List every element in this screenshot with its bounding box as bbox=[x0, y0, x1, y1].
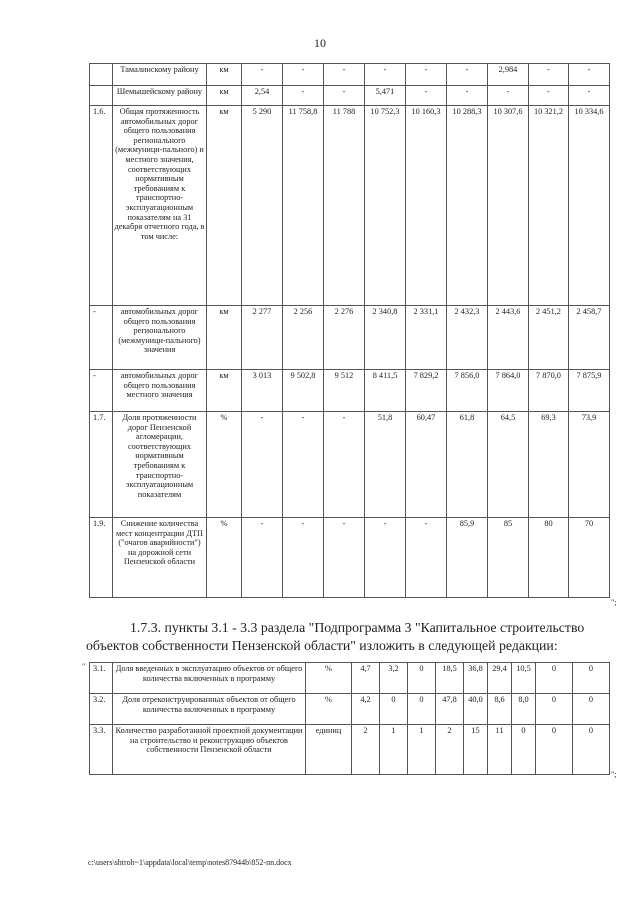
table-row bbox=[90, 370, 610, 412]
value-cell: 2 340,8 bbox=[365, 306, 406, 370]
indicator-name-cell: Доля протяженности дорог Пензенской агломерации, соответствующих нормативным требованиям к транспортно-эксплуатационным показателям bbox=[113, 412, 207, 518]
row-number-cell: 1.7. bbox=[90, 412, 113, 518]
value-cell: 11 788 bbox=[324, 106, 365, 306]
value-cell: 9 502,8 bbox=[283, 370, 324, 412]
value-cell: - bbox=[447, 64, 488, 86]
value-cell: 5 290 bbox=[242, 106, 283, 306]
value-cell: 2 276 bbox=[324, 306, 365, 370]
heading-line-2: объектов собственности Пензенской области" изложить в следующей редакции: bbox=[86, 638, 558, 653]
row-number-cell: - bbox=[90, 370, 113, 412]
value-cell: 2 256 bbox=[283, 306, 324, 370]
value-cell: - bbox=[242, 412, 283, 518]
value-cell: 2 277 bbox=[242, 306, 283, 370]
value-cell: 60,47 bbox=[406, 412, 447, 518]
row-number-cell: 3.3. bbox=[90, 725, 113, 775]
value-cell: - bbox=[242, 518, 283, 598]
value-cell: - bbox=[488, 86, 529, 106]
value-cell: - bbox=[324, 518, 365, 598]
value-cell: 0 bbox=[380, 694, 408, 725]
value-cell: - bbox=[406, 64, 447, 86]
value-cell: 7 829,2 bbox=[406, 370, 447, 412]
value-cell: 64,5 bbox=[488, 412, 529, 518]
value-cell: 7 875,9 bbox=[569, 370, 610, 412]
value-cell: 3 013 bbox=[242, 370, 283, 412]
row-number-cell: 3.1. bbox=[90, 663, 113, 694]
unit-cell: % bbox=[306, 663, 352, 694]
value-cell: 8,6 bbox=[488, 694, 512, 725]
value-cell: 15 bbox=[464, 725, 488, 775]
value-cell: 10 334,6 bbox=[569, 106, 610, 306]
value-cell: 61,8 bbox=[447, 412, 488, 518]
value-cell: 10,5 bbox=[512, 663, 536, 694]
indicators-table-1 bbox=[89, 63, 610, 598]
value-cell: 51,8 bbox=[365, 412, 406, 518]
value-cell: 1 bbox=[408, 725, 436, 775]
unit-cell: км bbox=[207, 86, 242, 106]
heading-line-1: 1.7.3. пункты 3.1 - 3.3 раздела "Подпрограмма 3 "Капитальное строительство bbox=[130, 620, 585, 635]
value-cell: 10 752,3 bbox=[365, 106, 406, 306]
unit-cell: единиц bbox=[306, 725, 352, 775]
value-cell: 0 bbox=[536, 694, 573, 725]
file-path-footer: c:\users\shtroh~1\appdata\local\temp\notes87944b\852-nn.docx bbox=[88, 858, 292, 867]
unit-cell: км bbox=[207, 370, 242, 412]
value-cell: 2,984 bbox=[488, 64, 529, 86]
value-cell: 4,2 bbox=[352, 694, 380, 725]
value-cell: 2 458,7 bbox=[569, 306, 610, 370]
unit-cell: % bbox=[207, 518, 242, 598]
indicator-name-cell: Доля введенных в эксплуатацию объектов от общего количества включенных в программу bbox=[113, 663, 306, 694]
value-cell: - bbox=[324, 412, 365, 518]
table-row bbox=[90, 663, 610, 694]
value-cell: 10 288,3 bbox=[447, 106, 488, 306]
page-number: 10 bbox=[314, 36, 326, 50]
value-cell: 0 bbox=[536, 663, 573, 694]
row-number-cell: 1.6. bbox=[90, 106, 113, 306]
value-cell: - bbox=[324, 64, 365, 86]
value-cell: - bbox=[283, 86, 324, 106]
value-cell: 0 bbox=[408, 694, 436, 725]
closing-quote-1: "; bbox=[611, 598, 617, 607]
value-cell: 8,0 bbox=[512, 694, 536, 725]
unit-cell: км bbox=[207, 306, 242, 370]
opening-quote: " bbox=[82, 662, 86, 671]
value-cell: 7 856,0 bbox=[447, 370, 488, 412]
row-number-cell bbox=[90, 64, 113, 86]
value-cell: - bbox=[365, 518, 406, 598]
row-number-cell bbox=[90, 86, 113, 106]
value-cell: 11 bbox=[488, 725, 512, 775]
value-cell: 10 160,3 bbox=[406, 106, 447, 306]
closing-quote-2: "; bbox=[611, 770, 617, 779]
indicator-name-cell: автомобильных дорог общего пользования местного значения bbox=[113, 370, 207, 412]
indicator-name-cell: автомобильных дорог общего пользования регионального (межмуници-пального) значения bbox=[113, 306, 207, 370]
value-cell: - bbox=[365, 64, 406, 86]
table-row bbox=[90, 306, 610, 370]
value-cell: 0 bbox=[512, 725, 536, 775]
table-row bbox=[90, 412, 610, 518]
value-cell: - bbox=[406, 518, 447, 598]
table-row bbox=[90, 694, 610, 725]
row-number-cell: - bbox=[90, 306, 113, 370]
value-cell: 2 331,1 bbox=[406, 306, 447, 370]
amendment-heading bbox=[86, 619, 616, 655]
table-row bbox=[90, 518, 610, 598]
value-cell: 2 bbox=[436, 725, 464, 775]
value-cell: - bbox=[283, 64, 324, 86]
value-cell: - bbox=[283, 518, 324, 598]
value-cell: - bbox=[447, 86, 488, 106]
value-cell: 85,9 bbox=[447, 518, 488, 598]
value-cell: 0 bbox=[573, 725, 610, 775]
indicator-name-cell: Количество разработанной проектной документации на строительство и реконструкцию объектов собственности Пензенской области bbox=[113, 725, 306, 775]
value-cell: 2 bbox=[352, 725, 380, 775]
value-cell: 80 bbox=[529, 518, 569, 598]
value-cell: 0 bbox=[573, 694, 610, 725]
value-cell: 5,471 bbox=[365, 86, 406, 106]
value-cell: 10 307,6 bbox=[488, 106, 529, 306]
unit-cell: % bbox=[306, 694, 352, 725]
unit-cell: км bbox=[207, 64, 242, 86]
table-row bbox=[90, 86, 610, 106]
value-cell: 11 758,8 bbox=[283, 106, 324, 306]
value-cell: - bbox=[569, 64, 610, 86]
value-cell: 4,7 bbox=[352, 663, 380, 694]
value-cell: 36,8 bbox=[464, 663, 488, 694]
value-cell: 70 bbox=[569, 518, 610, 598]
value-cell: 2 451,2 bbox=[529, 306, 569, 370]
value-cell: 40,0 bbox=[464, 694, 488, 725]
value-cell: 2,54 bbox=[242, 86, 283, 106]
value-cell: 69,3 bbox=[529, 412, 569, 518]
indicators-table-2 bbox=[89, 662, 610, 775]
value-cell: 0 bbox=[408, 663, 436, 694]
value-cell: 73,9 bbox=[569, 412, 610, 518]
value-cell: 29,4 bbox=[488, 663, 512, 694]
indicator-name-cell: Доля отреконструированных объектов от общего количества включенных в программу bbox=[113, 694, 306, 725]
value-cell: 47,8 bbox=[436, 694, 464, 725]
indicator-name-cell: Тамалинскому району bbox=[113, 64, 207, 86]
row-number-cell: 1.9. bbox=[90, 518, 113, 598]
value-cell: - bbox=[283, 412, 324, 518]
indicator-name-cell: Снижение количества мест концентрации ДТП ("очагов аварийности") на дорожной сети Пензенской области bbox=[113, 518, 207, 598]
value-cell: - bbox=[406, 86, 447, 106]
value-cell: 2 432,3 bbox=[447, 306, 488, 370]
indicator-name-cell: Общая протяженность автомобильных дорог общего пользования регионального (межмуници-пального) и местного значения, соответствующих нормативным требованиям к транспортно-эксплуатационным показателям на 31 декабря отчетного года, в том числе: bbox=[113, 106, 207, 306]
value-cell: 18,5 bbox=[436, 663, 464, 694]
value-cell: 8 411,5 bbox=[365, 370, 406, 412]
value-cell: 1 bbox=[380, 725, 408, 775]
value-cell: - bbox=[242, 64, 283, 86]
indicator-name-cell: Шемышейскому району bbox=[113, 86, 207, 106]
value-cell: - bbox=[324, 86, 365, 106]
unit-cell: км bbox=[207, 106, 242, 306]
table-row bbox=[90, 106, 610, 306]
value-cell: 3,2 bbox=[380, 663, 408, 694]
value-cell: 9 512 bbox=[324, 370, 365, 412]
value-cell: 7 870,0 bbox=[529, 370, 569, 412]
row-number-cell: 3.2. bbox=[90, 694, 113, 725]
unit-cell: % bbox=[207, 412, 242, 518]
table-row bbox=[90, 64, 610, 86]
value-cell: - bbox=[529, 86, 569, 106]
value-cell: 0 bbox=[536, 725, 573, 775]
value-cell: - bbox=[529, 64, 569, 86]
value-cell: 0 bbox=[573, 663, 610, 694]
value-cell: - bbox=[569, 86, 610, 106]
value-cell: 7 864,0 bbox=[488, 370, 529, 412]
table-row bbox=[90, 725, 610, 775]
value-cell: 10 321,2 bbox=[529, 106, 569, 306]
value-cell: 2 443,6 bbox=[488, 306, 529, 370]
value-cell: 85 bbox=[488, 518, 529, 598]
